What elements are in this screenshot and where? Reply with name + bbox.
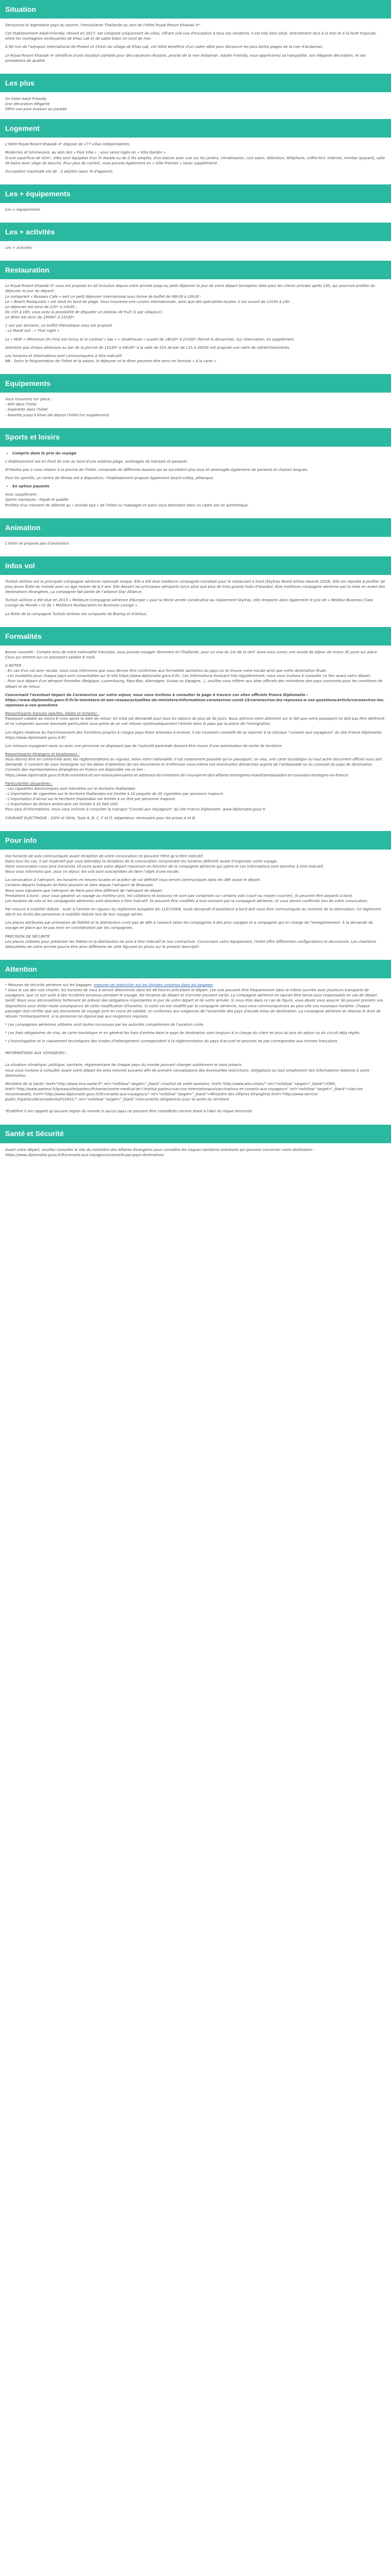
section-animation [0,518,391,556]
section-formalites [0,627,391,831]
section-equipements [0,374,391,428]
paragraph: Pour les sportifs, un centre de fitness est à disposition, l'établissement propose également beach-volley, pétanque. [5,476,214,481]
subheading: • Compris dans le prix du voyage [12,451,386,456]
list-item: Un hôtel Adult Friendly [5,96,47,101]
section-sports [0,428,391,518]
paragraph: Les places utilisées pour présenter les fidèles et la distribution ne sont à titre indicatif et non contractuel. Concernant votre équipement, l'hôtel offre différentes configurations et documents. Les chambres dédoublées de votre arrivée pourra être ainsi différente de celle figurant en photo sur le présent descriptif. [5,939,377,949]
paragraph: Profitez d'un moment de détente au « Koinda Spa » de l'hôtel ou massages et soins vous attendent dans un cadre zen et authentique. [5,503,249,507]
paragraph: - En cas d'un vol avec escale, nous vous informons que vous devrez être conformes aux formalités sanitaires du pays où se trouve votre escale ainsi que votre destination finale. [5,669,328,673]
paragraph: Vous trouverez sur place : [5,397,53,402]
section-title-attention: Attention [0,960,391,978]
section-body-plus [0,92,391,119]
section-situation [0,0,391,74]
paragraph: *Endéfinir il est rappelé qu'aucune région du monde ni aucun pays ne peuvent être considérés comme étant à l'abri du risque terroriste. [5,1109,253,1114]
section-title-situation: Situation [0,0,391,19]
paragraph: Prestations à bord : pour vous garantir un voyage au meilleur prix, les collations et boissons ne sont pas comprises sur certains vols (court ou moyen courrier), ils peuvent être payants à bord. [5,893,353,898]
section-title-infos-vol: Infos vol [0,556,391,575]
paragraph: Dans tous les cas, il est impératif que vous attendiez la réception de la convocation comprenant les horaires définitifs avant d'organiser votre voyage. [5,859,278,863]
section-pour-info [0,831,391,960]
section-restauration [0,261,391,374]
subheading: PRÉCISION DE SÉCURITÉ [5,934,50,939]
paragraph: Découvrez le légendaire pays du sourire, l'envoûtante Thaïlande au sein de l'Hôtel Royal Resort Khaolak 4*. [5,23,201,27]
paragraph: Les règles relatives au franchissement des frontières propres à chaque pays étant amenées à évoluer, il est vivement conseillé de se reporter à la rubrique "conseils aux voyageurs" du site France Diplomatie, [5,730,383,735]
paragraph: A NOTER : [5,664,24,668]
paragraph: Turkish Airlines est la principale compagnie aérienne nationale turque. Elle a été élue meilleure compagnie mondiale pour le restaurant à bord (Skytrax World Airline Awards 2018). Elle est réputée à profiter de plus jeune flotte du monde avec un âge moyen de 6,3 ans. Elle dessert les principaux aéroports turcs ainsi que plus de trois grands hubs d'Istanbul, élue meilleure compagnie aérienne par la mise en avant des destinations étrangères, La compagnie fait partie de l'alliance Star Alliance. [5,579,385,595]
section-plus-equipements [0,184,391,223]
paragraph: Le Royal Resort Khaolak 4* vous est proposé en All Inclusive depuis votre arrivée jusqu'au petit déjeuner le jour de votre départ (exception faite pour les clients arrivant après 15h, qui pourront profiter du déjeuner le jour du départ) : [5,284,376,294]
subheading: INFORMATIONS AUX VOYAGEURS : [5,1051,68,1056]
paragraph: Occupation maximale est de : 3 adultes (avec lit d'appoint). [5,169,114,174]
paragraph: - L'importation d'alcool sur le territoire thaïlandais est limitée à un litre par personne majeure. [5,797,176,802]
paragraph: - L'importation de cigarettes sur le territoire thaïlandais est limitée à 10 paquets de 20 cigarettes par personne majeure. [5,791,224,796]
paragraph: D'une superficie de 42m², elles sont équipées d'un lit double ou de 2 lits simples, d'un balcon avec vue sur les jardins, climatisation, coin salon, télévision, téléphone, coffre-fort, internet, minibar (payant), salle de bains avec siège de douche. Pour plus de confort, vous pouvez également en « Villa Premier » (avec supplément). [5,156,385,165]
paragraph: La flotte de la compagnie Turkish Airlines est composée de Boeing et d'Airbus. [5,612,148,616]
paragraph: Le Royal Resort Khaolak 4* bénéficie d'une situation parfaite pour des vacances réussies, proche de la mer Andaman. Adulte Friendly, vous apprécierez sa tranquillité, son élégante décoration, et ses prestations de qualité. [5,53,366,63]
paragraph: Le dîner est servi de 19h00* à 21h30*. [5,315,76,320]
paragraph: COURANT ELECTRIQUE : 220V et 50Hz. Type A, B, C, F et O. Adaptateur nécessaire pour les prises A et B. [5,816,196,820]
section-title-plus-equipements: Les + équipements [0,184,391,203]
paragraph: Les mineurs voyageant seuls ou avec une personne ne disposant pas de l'autorité parentale doivent être munis d'une autorisation de sortie de territoire. [5,743,283,748]
paragraph: Turkish Airlines a été élue en 2015 « Meilleure Compagnie Aérienne d'Europe » pour la 5ème année consécutive au classement Skytrax, elle remporte alors également le prix de « Meilleur Business Class Lounge du Monde » et de « Meilleure Restauration en Business Lounge ». [5,598,373,608]
section-body-sports [0,447,391,518]
paragraph [5,982,386,988]
list-item: Une décoration élégante [5,101,50,106]
section-body-infos-vol [0,575,391,627]
paragraph: Avec supplément : [5,493,39,497]
paragraph: - Pour tout départ d'un aéroport frontalier (Belgique, Luxembourg, Pays-Bas, Allemagne, Suisse ou Espagne...), veuillez vous référer aux sites officiels des ministères des pays concernés pour les conditions de départ et de retour. [5,679,383,689]
paragraph: https://www.diplomatie.gouv.fr/fr/le-ministere-et-son-reseau/actualites-du-ministere/informations-coronavirus-covid-19/coronavirus-les-reponses-a-vos-questions/article/coronavirus-les-reponses-a-vos-questions [5,698,385,708]
paragraph: Les + activités [5,246,32,250]
paragraph: L'établissement est en front de mer au bord d'une sublime plage, aménagée de transats et parasols. [5,459,188,464]
paragraph: Les + équipements [5,207,41,212]
section-plus [0,74,391,119]
section-plus-activites [0,223,391,261]
paragraph: Les horaires de vols et les compagnies aériennes sont données à titre indicatif. Ils peuvent être modifiés à tout moment par la compagnie aérienne, et vous seront confirmés lors de votre convocation. [5,899,368,903]
paragraph: Modernes et lumineuses, au sein des « Pool Villa » , vous serez logés en « Villa Garden » [5,150,166,155]
section-title-sports: Sports et loisirs [0,428,391,447]
list-item: Offre une pure évasion au paradis [5,107,67,112]
subheading: • En option payante [12,484,386,489]
paragraph: Cet établissement Adult-Friendly, rénové en 2017, est composé uniquement de villas, offrant une vue d'exception à tous ses résidents. Il est très bien situé, directement face à la mer et à la forêt tropicale, entre les montagnes verdoyantes de Khao Lak et de sable blanc en bord de mer. [5,31,377,41]
section-title-formalites: Formalités [0,627,391,646]
paragraph: Nous vous informons que, pour ce séjour, les vols sont susceptibles de faire l'objet d'une escale. [5,870,180,874]
section-title-plus: Les plus [0,74,391,92]
paragraph: De 15h à 16h, vous avez la possibilité de déguster un plateau de fruit (1 par villa/jour) ; [5,310,164,314]
subheading: Ressortissants étrangers et binationaux : [5,752,80,756]
paragraph: NB : Selon le fréquentation de l'hôtel et la saison, le déjeuner et le dîner peuvent être servi en formule « à la carte ». [5,359,218,363]
paragraph: * Les frais obligatoires de visa, de carte touristique et en général les frais d'entrée dans le pays de destination sont toujours à la charge du client en plus du prix du séjour ou du circuit déjà réglés. [5,1031,361,1036]
paragraph: Vous devrez être en conformité avec les réglementations en vigueur, selon votre nationalité. Il est notamment possible qu'un passeport, un visa, une carte touristique ou tout autre document officiel vous soit demandé. Il convient de vous renseigner sur les délais d'obtention de ces documents et d'effectuer vous-même vos éventuelles démarches auprès de l'ambassade ou du consulat du pays de destination. [5,757,382,767]
paragraph: - Les modalités pour chaque pays sont consultables sur le site https://www.diplomatie.gouv.fr/fr/. Ces informations évoluant très régulièrement, nous vous invitons à consulter ce lien avant votre départ. [5,674,371,679]
section-body-formalites [0,646,391,831]
subheading: Particularités douanières : [5,781,53,786]
list-item: - Superette dans l'hôtel [5,408,48,412]
paragraph: La situation climatique, politique, sanitaire, réglementaire de chaque pays du monde pouvant changer subitement et sans préavis [5,1063,242,1067]
section-title-animation: Animation [0,518,391,537]
paragraph: À 90 min de l'aéroport international de Phuket et 15min du village de Khao Lak, cet hôtel bénéficie d'un cadre idéal pour découvrir les plus belles plages de la mer d'Andaman. [5,45,323,49]
paragraph: Le « Beach Restaurant » est situé en bord de plage. Vous trouverez une cuisine internationale, ainsi que des spécialités locales. Il est ouvert de 11h30 à 23h. [5,299,291,304]
paragraph: Les horaires et informations sont communiquées à titre indicatif. [5,353,123,358]
paragraph: Attention pas d'eaux sérieuses au bar de la piscine de 11h30* à 18h30* à la salle de 21h de bar de 11h à 20h30 ont proposé une carte de rafraîchissements. [5,345,290,350]
paragraph: Certains départs indiqués de Paris peuvent se faire depuis l'aéroport de Beauvais. [5,883,154,888]
section-title-restauration: Restauration [0,261,391,279]
section-body-logement [0,138,391,184]
paragraph: Les places attribuées par préstation de fidélité et la distribution n'ont pas de 48h à l'avance selon les compagnies à des pros voyages et a compagnie qui en charge de l'enregistrement. À la demande de voyage en place qui ne pas tenir en considération par les compagnies. [5,921,373,930]
paragraph: - Les cigarettes électroniques sont interdites sur le territoire thaïlandais [5,786,136,791]
paragraph: Ministère de la Santé: href="http://www.invs.sante.fr" rel="nofollow" target="_blank">Institut de veille sanitaire, href="http://www.who.int/en/" rel="nofollow" target="_blank">OMS, href="http://www.pasteur.fr/ip/easysite/pasteur/fr/sante/centre-medical-de-l-institut-pasteur/vaccins-internationaux/vaccinations-et-conseils-aux-voyageurs" rel="nofollow" target="_blank">Vaccins recommandés, href="http://www.diplomatie.gouv.fr/fr/conseils-aux-voyageurs/" rel="nofollow" target="_blank">Ministère des Affaires Etrangères href="http://www.service-public.fr/particuliers/vosdroits/F32631?" rel="nofollow" target="_blank">Documents obligatoires pour la sortie du territoire. [5,1081,363,1102]
paragraph: nous vous invitons à consulter avant votre départ les sites internet suivants afin de prendre connaissance des éventuelles restrictions, obligations ou tout simplement des informations relatives à votre destination. [5,1068,370,1078]
paragraph: - L'importation de dollars américains est limitée à 20 000 USD. [5,802,119,807]
section-sante [0,1125,391,1168]
paragraph: Conseils des représentations étrangères en France est disponible via ce lien : [5,768,146,772]
paragraph: L'hôtel ne propose pas d'animation. [5,541,70,546]
paragraph: Nous vous signalons que l'aéroport de Paris peut être différent de l'aéroport de départ. [5,888,164,893]
paragraph: Le restaurant « Bussaro Cafe » sert un petit déjeuner international sous forme de buffet de 06h30 à 10h30 : [5,294,202,299]
paragraph: - Le Mardi soir : « Thai night » [5,329,59,333]
paragraph-text: * Mesures de sécurité aérienne sur les bagages: [5,982,93,987]
paragraph: Concernant l'éventuel impact du Coronavirus sur votre séjour, nous vous invitons à consulter la page à travers ces sites officiels France Diplomatie : [5,692,308,697]
security-measures-link[interactable]: mesures de restriction sur les liquides contenus dans les bagages [93,982,213,987]
section-body-plus-activites [0,241,391,261]
section-title-equipements: Equipements [0,374,391,393]
section-body-plus-equipements [0,203,391,223]
paragraph: Le déjeuner est servi de 12h* à 14h30 ; [5,304,77,309]
paragraph: Bonne nouvelle : Compte tenu de votre nationalité française, vous pouvez voyager librement en Thaïlande, pour un visa du 1er de la tarif. Avez vous connu une année de séjour de moins 30 jours sur place. Ceux qui entrent sur un passeport valable 6 mois. [5,650,378,659]
paragraph: Sports nautiques : Kayak et paddle. [5,498,70,502]
section-title-plus-activites: Les + activités [0,223,391,241]
paragraph: * Dans le cas des vols charter, les horaires de vous à seront déterminés dans les 48 heures précédant le départ. Les vols peuvent être fréquemment dans la même journée avec plusieurs transports de voyageurs; que ce soit suite à des incidents survenus pendant le voyage, les horaires de départ et d'arrivée peuvent varier. La compagnie aérienne ne saurait être tenue pour responsable en cas de départ tardif. Nous vous déconseillons fortement de prévoir des obligations importantes le jour de votre départ et de votre arrivée. Si vous êtes dans ce cas de figure, vous devez vous assurer de pouvoir prendre vos dispositions pour éviter toute conséquence de cette modification d'horaires. Si votre vol est modifié par la compagnie aérienne, nous vous communiquerons au plus vite vos nouveaux horaires. Chaque passager doit vérifier que ses documents de voyage sont en cours de validité, et conformes aux exigences de l'ensemble des pays d'escale et/ou de destination. La compagnie aérienne se réserve le droit de refuser l'embarquement, si la personne ne répond pas aux exigences requises. [5,988,383,1019]
paragraph: L'hôtel Royal Resort Khaolak 4* dispose de 177 villas indépendantes. [5,142,131,147]
paragraph: Par mesure à mobilité réduite : suite à l'entrée en vigueur du règlement européen EU 1107/2006, toute demande d'assistance à bord doit nous être communiquée au moment de la réservation. Ce règlement décrit les droits des personnes à mobilité réduite lors de leur voyage aérien. [5,907,381,917]
list-item: - Navette jusqu'à Khao lak depuis l'hôtel (en supplément) [5,413,109,417]
list-item: - Wifi dans l'hôtel [5,402,37,407]
paragraph: 1 soir par semaine, un buffet thématique vous est proposé [5,324,112,328]
section-attention [0,960,391,1125]
paragraph: N'hésitez pas à vous relaxer à la piscine de l'hôtel, composée de différents bassins qui se succèdent plus tous et aménagée également de parasols et chaises longues. [5,467,308,472]
section-title-sante: Santé et Sécurité [0,1125,391,1143]
paragraph: Votre convocation vous sera transmise 10 jours avant votre départ maximum en fonction de la compagnie aérienne qui opère et ces informations sont données à titre indicatif. [5,864,324,869]
section-title-pour-info: Pour info [0,831,391,850]
paragraph: https://www.diplomatie.gouv.fr/fr/ [5,735,66,740]
section-body-animation [0,537,391,556]
subheading: Ressortissants français (adultes, bébés et enfants) : [5,711,100,716]
section-logement [0,119,391,184]
section-body-situation [0,19,391,74]
paragraph: https://www.diplomatie.gouv.fr/fr/le-ministere-et-son-reseau/annuaires-et-adresses-du-ministere-de-l-europe-et-des-affaires-etrangeres-maedi/ambassades-et-consulats-etrangers-en-france/ [5,773,349,777]
section-body-pour-info [0,850,391,960]
section-body-restauration [0,279,391,374]
section-body-sante [0,1143,391,1168]
paragraph: Pour plus d'informations, nous vous invitons à consulter la rubrique "Conseil aux Voyageurs" du site France Diplomatie :www.diplomatie.gouv.fr [5,807,266,812]
section-body-attention [0,978,391,1125]
paragraph: Vos horaires de vols communiqués avant réception de votre convocation ne peuvent l'être qu'à titre indicatif. [5,854,204,858]
paragraph: Avant votre départ, veuillez consulter le site du ministère des Affaires étrangères pour connaître les risques sanitaires éventuels qui peuvent concerner votre destination : https://www.diplomatie.gouv.fr/fr/conseils-aux-voyageurs/conseils-par-pays-destination/ [5,1147,315,1157]
section-body-equipements [0,393,391,428]
paragraph: * L'homologation et le classement touristiques des modes d'hébergement correspondent à la réglementation du pays d'accueil et peuvent ne pas correspondre aux normes françaises. [5,1039,338,1044]
section-title-logement: Logement [0,119,391,138]
paragraph: Le « MOP » (Minimum On Fire) est inclus et le cocktail « bar » « steakhouse » ouvert de 18h30* à 21h30* (fermé le dimanche). Sur réservation, en supplément. [5,337,295,342]
paragraph: Passeport valable au moins 6 mois après la date de retour. Un VISA est demandé pour tous les séjours de plus de 30 jours. Nous attirons votre attention sur le fait que votre passeport ne doit pas être détérioré et ne comporter aucune anomalie particulière sous peine de se voir refuser systématiquement l'entrée dans le pays par la police de l'immigration. [5,717,385,726]
paragraph: La convocation à l'aéroport, les horaires en heures locales et la pièce de vol définitif vous seront communiqués dans les 48h avant le départ. [5,878,261,883]
paragraph: * Les compagnies aériennes utilisées sont toutes reconnues par les autorités compétentes de l'aviation civile. [5,1022,205,1027]
section-infos-vol [0,556,391,627]
